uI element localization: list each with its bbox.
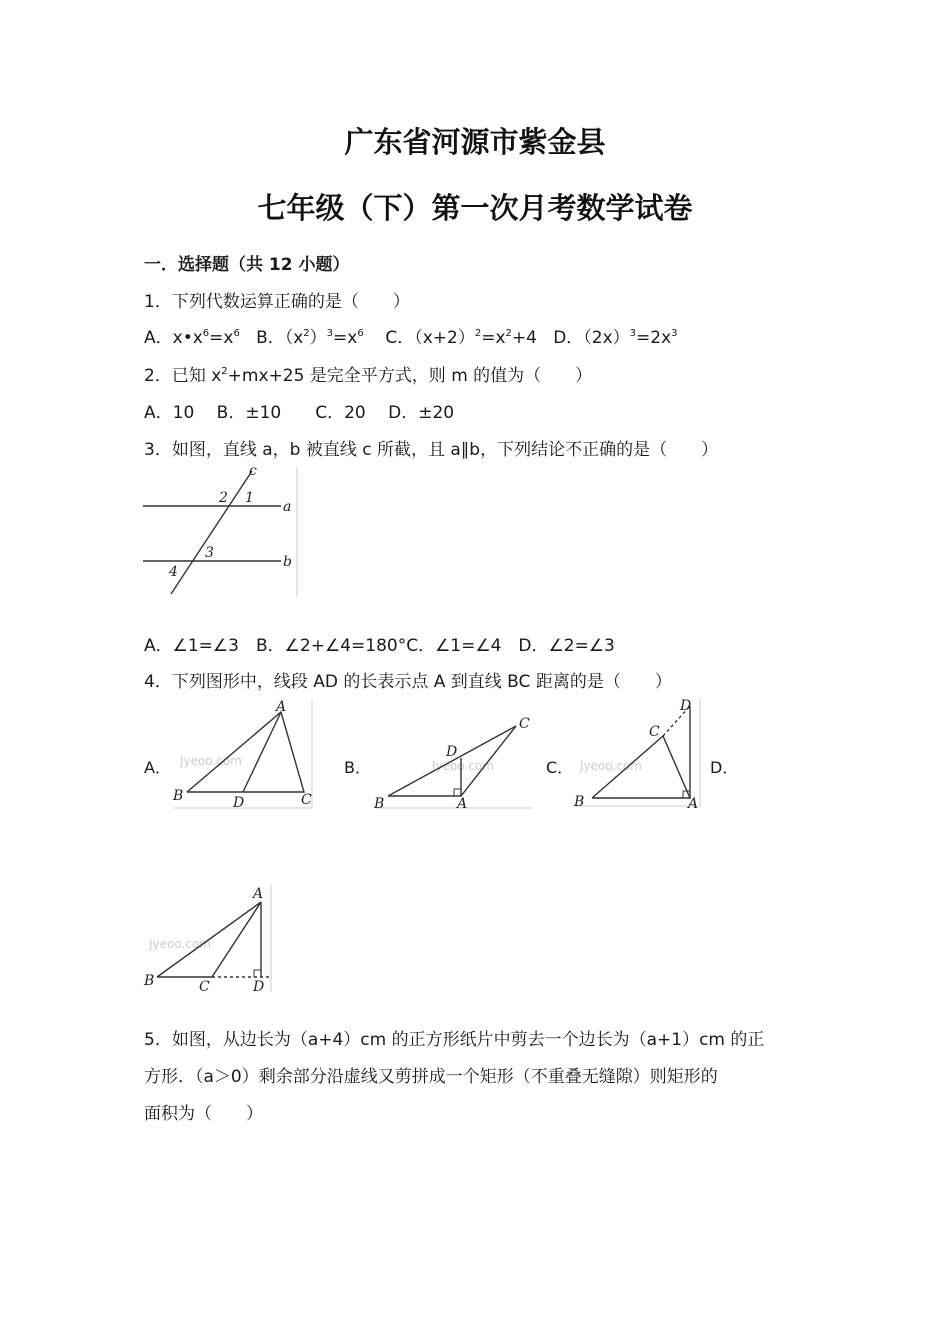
label-c: c [249, 463, 257, 479]
watermark: Jyeoo.com [180, 754, 242, 768]
section-heading: 一．选择题（共 12 小题） [144, 255, 350, 275]
q2-options: A．10 B．±10 C．20 D．±20 [144, 403, 455, 423]
line-c [171, 471, 252, 594]
watermark: Jyeoo.com [432, 759, 494, 773]
title-line-1: 广东省河源市紫金县 [344, 125, 606, 159]
point-b-label: B [173, 788, 184, 804]
point-b-label: B [144, 973, 155, 989]
q4-option-b: B． [344, 758, 371, 777]
label-a: a [283, 499, 292, 515]
q1-stem: 1．下列代数运算正确的是（ ） [144, 292, 410, 312]
title-line-2: 七年级（下）第一次月考数学试卷 [257, 191, 693, 225]
point-c-label: C [301, 792, 312, 808]
point-b-label: B [574, 794, 585, 810]
q4-option-a: A． [144, 758, 171, 777]
point-b-label: B [374, 796, 385, 812]
q4-figure-c [572, 698, 712, 810]
point-a-label: A [253, 886, 264, 902]
q4-stem: 4．下列图形中，线段 AD 的长表示点 A 到直线 BC 距离的是（ ） [144, 672, 672, 692]
q5-stem-line-3: 面积为（ ） [144, 1104, 263, 1124]
q4-figure-b [372, 712, 534, 812]
angle-1-label: 1 [245, 490, 254, 506]
q5-stem-line-1: 5．如图，从边长为（a+4）cm 的正方形纸片中剪去一个边长为（a+1）cm 的正 [144, 1030, 765, 1050]
point-c-label: C [199, 979, 210, 995]
point-d-label: D [680, 698, 692, 714]
point-c-label: C [519, 716, 530, 732]
point-d-label: D [253, 979, 265, 995]
point-d-label: D [446, 744, 458, 760]
q4-figure-d [143, 884, 278, 996]
point-a-label: A [688, 796, 699, 812]
angle-2-label: 2 [219, 490, 228, 506]
point-a-label: A [276, 699, 287, 715]
q5-stem-line-2: 方形．（a＞0）剩余部分沿虚线又剪拼成一个矩形（不重叠无缝隙）则矩形的 [144, 1067, 718, 1087]
watermark: Jyeoo.com [149, 937, 211, 951]
watermark: Jyeoo.com [580, 759, 642, 773]
q1-options: A．$x•x^6=x^6$ B．$(x^2)^3=x^6$ C．$(x+2)^2=x^2+4$ D．$(2x)^3=2x^3$ [144, 328, 678, 348]
point-a-label: A [457, 796, 468, 812]
q4-option-c: C． [546, 758, 574, 777]
q4-figure-a [170, 700, 315, 810]
q3-options: A．∠1=∠3 B．∠2+∠4=180°C．∠1=∠4 D．∠2=∠3 [144, 636, 615, 656]
q4-option-d: D． [710, 758, 739, 777]
angle-4-label: 4 [169, 564, 178, 580]
point-c-label: C [649, 724, 660, 740]
q3-figure [143, 463, 298, 599]
point-d-label: D [233, 795, 245, 811]
angle-3-label: 3 [205, 545, 214, 561]
q2-stem: 2．已知 $x^2+mx+25$ 是完全平方式，则 m 的值为（ ） [144, 366, 593, 386]
label-b: b [283, 554, 292, 570]
q3-stem: 3．如图，直线 a，b 被直线 c 所截，且 a∥b，下列结论不正确的是（ ） [144, 440, 719, 460]
